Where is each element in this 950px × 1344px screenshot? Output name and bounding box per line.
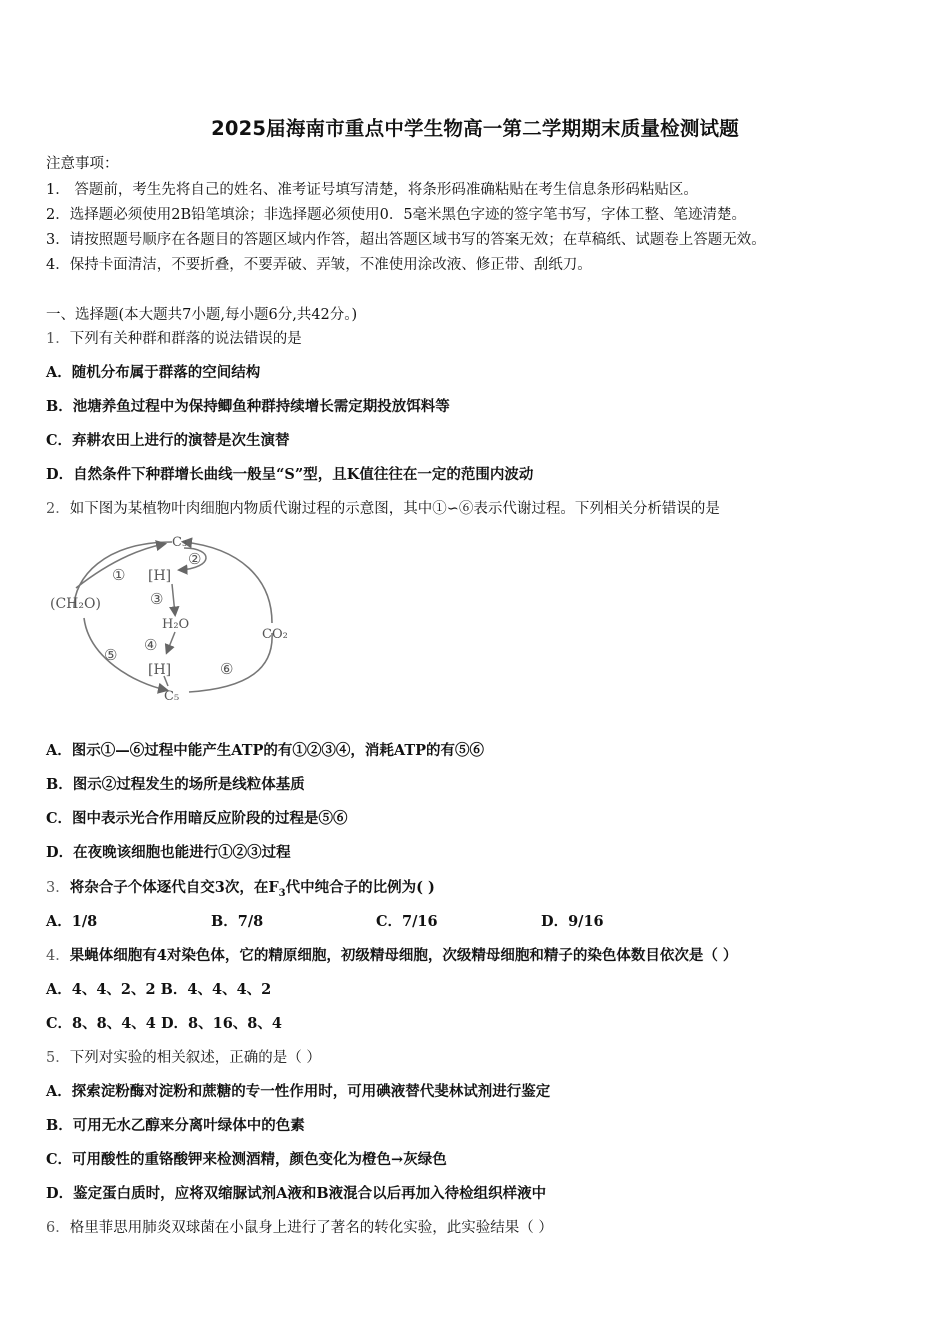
metabolism-diagram: [44, 528, 304, 708]
q1-option-d: D．自然条件下种群增长曲线一般呈“S”型，且K值往往在一定的范围内波动: [46, 466, 534, 483]
question-stem: 下列有关种群和群落的说法错误的是: [69, 331, 302, 347]
question-number: 6．: [46, 1220, 70, 1236]
arrow-4: [167, 632, 175, 652]
q5-option-b: B．可用无水乙醇来分离叶绿体中的色素: [46, 1117, 305, 1134]
q3-option-c: C．7/16: [376, 913, 438, 930]
notice-item-4: 4．保持卡面清洁，不要折叠，不要弄破、弄皱，不准使用涂改液、修正带、刮纸刀。: [46, 257, 592, 273]
question-stem: 果蝇体细胞有4对染色体，它的精原细胞，初级精母细胞，次级精母细胞和精子的染色体数目依次是（ ）: [69, 947, 738, 964]
label-ch2o: (CH₂O): [50, 596, 101, 612]
q2-option-b: B．图示②过程发生的场所是线粒体基质: [46, 776, 305, 793]
question-stem-end: 代中纯合子的比例为( ): [285, 879, 435, 896]
q2-option-d: D．在夜晚该细胞也能进行①②③过程: [46, 844, 291, 861]
notice-item-3: 3．请按照题号顺序在各题目的答题区域内作答，超出答题区域书写的答案无效；在草稿纸、试题卷上答题无效。: [46, 232, 766, 248]
question-stem: 格里菲思用肺炎双球菌在小鼠身上进行了著名的转化实验，此实验结果（ ）: [69, 1220, 553, 1236]
q2-option-c: C．图中表示光合作用暗反应阶段的过程是⑤⑥: [46, 810, 348, 827]
notice-item-2: 2．选择题必须使用2B铅笔填涂；非选择题必须使用0．5毫米黑色字迹的签字笔书写，字体工整、笔迹清楚。: [46, 207, 747, 223]
question-number: 5．: [46, 1050, 70, 1066]
question-5: [46, 1046, 321, 1067]
q3-options: [46, 910, 706, 931]
q3-option-d: D．9/16: [541, 913, 604, 930]
q3-option-a: A．1/8: [46, 913, 98, 930]
question-6: [46, 1216, 553, 1237]
q5-option-d: D．鉴定蛋白质时，应将双缩脲试剂A液和B液混合以后再加入待检组织样液中: [46, 1185, 547, 1202]
notice-item-1: 1． 答题前，考生先将自己的姓名、准考证号填写清楚，将条形码准确粘贴在考生信息条形码粘贴区。: [46, 182, 698, 198]
marker-5: ⑤: [104, 646, 118, 664]
label-c5: C₅: [164, 689, 180, 704]
label-h-top: [H]: [148, 568, 172, 584]
marker-6: ⑥: [220, 660, 234, 678]
arrow-3: [172, 584, 175, 614]
label-co2: CO₂: [262, 627, 288, 642]
question-stem: 下列对实验的相关叙述，正确的是（ ）: [69, 1050, 321, 1066]
q1-option-b: B．池塘养鱼过程中为保持鲫鱼种群持续增长需定期投放饵料等: [46, 398, 450, 415]
label-h2o: H₂O: [162, 617, 190, 632]
q4-options-row-2: C．8、8、4、4 D．8、16、8、4: [46, 1015, 282, 1032]
section-heading: 一、选择题(本大题共7小题,每小题6分,共42分。): [46, 307, 358, 323]
question-2: [46, 497, 720, 518]
notice-heading: 注意事项：: [46, 156, 119, 172]
question-number: 4．: [46, 948, 70, 964]
q4-options-row-1: A．4、4、2、2 B．4、4、4、2: [46, 981, 272, 998]
marker-1: ①: [112, 566, 126, 584]
question-3: [46, 876, 435, 899]
q1-option-a: A．随机分布属于群落的空间结构: [46, 364, 261, 381]
q5-option-c: C．可用酸性的重铬酸钾来检测酒精，颜色变化为橙色→灰绿色: [46, 1151, 447, 1168]
question-number: 3．: [46, 880, 70, 896]
label-h-bottom: [H]: [148, 662, 172, 678]
question-1: [46, 327, 302, 348]
subscript: 3: [278, 887, 286, 899]
question-number: 2．: [46, 501, 70, 517]
question-stem: 将杂合子个体逐代自交3次，在F: [69, 879, 279, 896]
question-number: 1．: [46, 331, 70, 347]
marker-4: ④: [144, 636, 158, 654]
page-title: 2025届海南市重点中学生物高一第二学期期末质量检测试题: [211, 117, 739, 140]
q3-option-b: B．7/8: [211, 913, 264, 930]
arrow-5: [84, 618, 166, 690]
question-stem: 如下图为某植物叶肉细胞内物质代谢过程的示意图，其中①∽⑥表示代谢过程。下列相关分析错误的是: [69, 501, 720, 517]
q1-option-c: C．弃耕农田上进行的演替是次生演替: [46, 432, 290, 449]
marker-2: ②: [188, 550, 202, 568]
marker-3: ③: [150, 590, 164, 608]
q5-option-a: A．探索淀粉酶对淀粉和蔗糖的专一性作用时，可用碘液替代斐林试剂进行鉴定: [46, 1083, 551, 1100]
q2-option-a: A．图示①—⑥过程中能产生ATP的有①②③④，消耗ATP的有⑤⑥: [46, 742, 485, 759]
question-4: [46, 944, 737, 965]
label-c3: C₃: [172, 535, 188, 550]
